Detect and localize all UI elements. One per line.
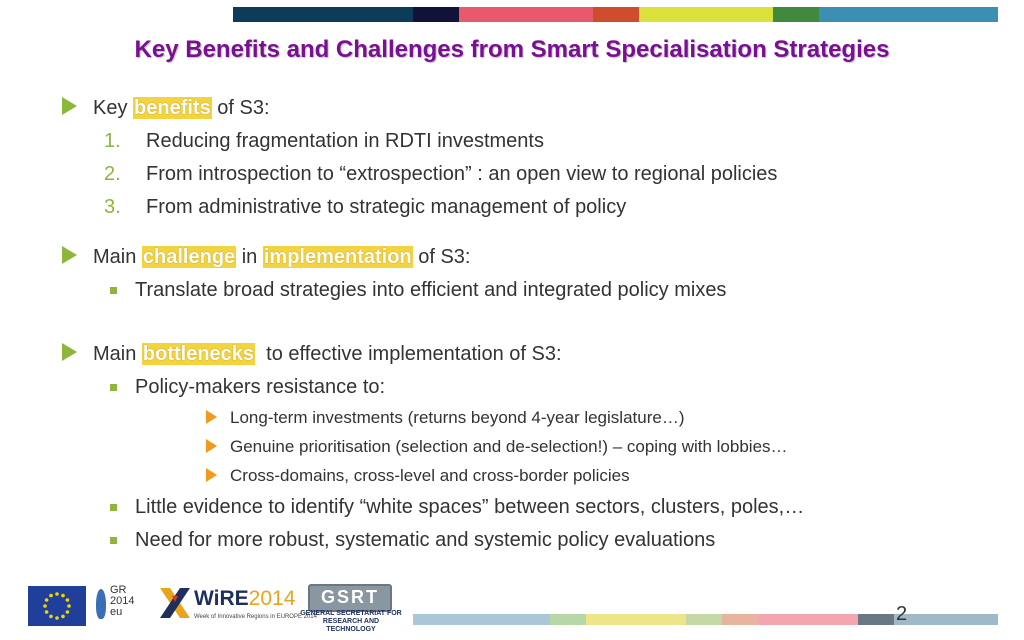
page-number: 2 (896, 603, 908, 625)
list-item: From introspection to “extrospection” : an open view to regional policies (146, 163, 778, 185)
wire-2014-logo (160, 585, 317, 627)
stripe-segment (413, 614, 550, 625)
list-item: Need for more robust, systematic and systemic policy evaluations (135, 529, 716, 551)
stripe-segment (758, 614, 858, 625)
bottom-color-stripe (413, 614, 998, 625)
square-bullet-icon (110, 384, 117, 391)
section-bottlenecks-heading (93, 343, 562, 366)
heading-text: of S3: (412, 246, 471, 268)
highlight-bottlenecks: bottlenecks (142, 343, 255, 365)
sub-bullet-arrow-icon (206, 439, 217, 453)
gsrt-mark: GSRT (308, 584, 392, 612)
sub-bullet-arrow-icon (206, 410, 217, 424)
heading-text: Key (93, 97, 134, 119)
sub-bullet-arrow-icon (206, 468, 217, 482)
wire-word: WiRE (194, 587, 249, 610)
list-item: Policy-makers resistance to: (135, 376, 386, 398)
stripe-segment (586, 614, 686, 625)
stripe-segment (894, 614, 998, 625)
heading-text: of S3: (211, 97, 270, 119)
wire-x-icon (160, 588, 190, 618)
stripe-segment (459, 7, 593, 22)
stripe-segment (413, 7, 459, 22)
gr-logo-text (110, 585, 134, 618)
highlight-implementation: implementation (263, 246, 412, 268)
heading-text: to effective implementation of S3: (255, 343, 562, 365)
gr-2014-presidency-logo (96, 585, 156, 627)
sub-list-item: Long-term investments (returns beyond 4-year legislature…) (230, 408, 685, 427)
section-bullet-arrow-icon (62, 246, 77, 264)
stripe-segment (858, 614, 894, 625)
square-bullet-icon (110, 537, 117, 544)
highlight-challenge: challenge (142, 246, 236, 268)
highlight-benefits: benefits (134, 97, 211, 119)
gr-logo-line: GR (110, 584, 127, 596)
stripe-segment (550, 614, 586, 625)
square-bullet-icon (110, 287, 117, 294)
section-bullet-arrow-icon (62, 343, 77, 361)
gr-logo-line: 2014 (110, 595, 135, 607)
list-item: Little evidence to identify “white spaces” between sectors, clusters, poles,… (135, 496, 805, 518)
wire-year: 2014 (248, 587, 296, 610)
wire-tagline: Week of Innovative Regions in EUROPE 2014 (194, 614, 317, 620)
stripe-segment (819, 7, 998, 22)
gr-logo-line: eu (110, 606, 123, 618)
eu-flag-logo (28, 586, 86, 626)
stripe-segment (722, 614, 758, 625)
list-number: 2. (104, 163, 121, 185)
list-number: 1. (104, 130, 121, 152)
gsrt-logo (300, 584, 402, 633)
list-item: From administrative to strategic management of policy (146, 196, 627, 218)
list-item: Reducing fragmentation in RDTI investments (146, 130, 544, 152)
gsrt-caption (300, 610, 402, 634)
sub-list-item: Genuine prioritisation (selection and de-selection!) – coping with lobbies… (230, 437, 788, 456)
heading-text: Main (93, 246, 142, 268)
heading-text: in (236, 246, 263, 268)
stripe-segment (233, 7, 413, 22)
square-bullet-icon (110, 504, 117, 511)
gr-emblem-icon (96, 589, 106, 619)
stripe-segment (593, 7, 639, 22)
wire-wordmark (194, 587, 295, 611)
gsrt-caption-line: RESEARCH AND TECHNOLOGY (322, 618, 380, 633)
stripe-segment (639, 7, 773, 22)
section-benefits-heading (93, 97, 270, 120)
sub-list-item: Cross-domains, cross-level and cross-border policies (230, 466, 630, 485)
top-color-stripe (233, 7, 998, 22)
section-bullet-arrow-icon (62, 97, 77, 115)
stripe-segment (686, 614, 722, 625)
stripe-segment (773, 7, 819, 22)
section-challenge-heading (93, 246, 470, 269)
list-item: Translate broad strategies into efficient and integrated policy mixes (135, 279, 727, 301)
eu-stars-icon (28, 586, 86, 626)
list-number: 3. (104, 196, 121, 218)
heading-text: Main (93, 343, 142, 365)
slide-title: Key Benefits and Challenges from Smart Specialisation Strategies (134, 36, 890, 63)
gsrt-caption-line: GENERAL SECRETARIAT FOR (300, 610, 402, 617)
